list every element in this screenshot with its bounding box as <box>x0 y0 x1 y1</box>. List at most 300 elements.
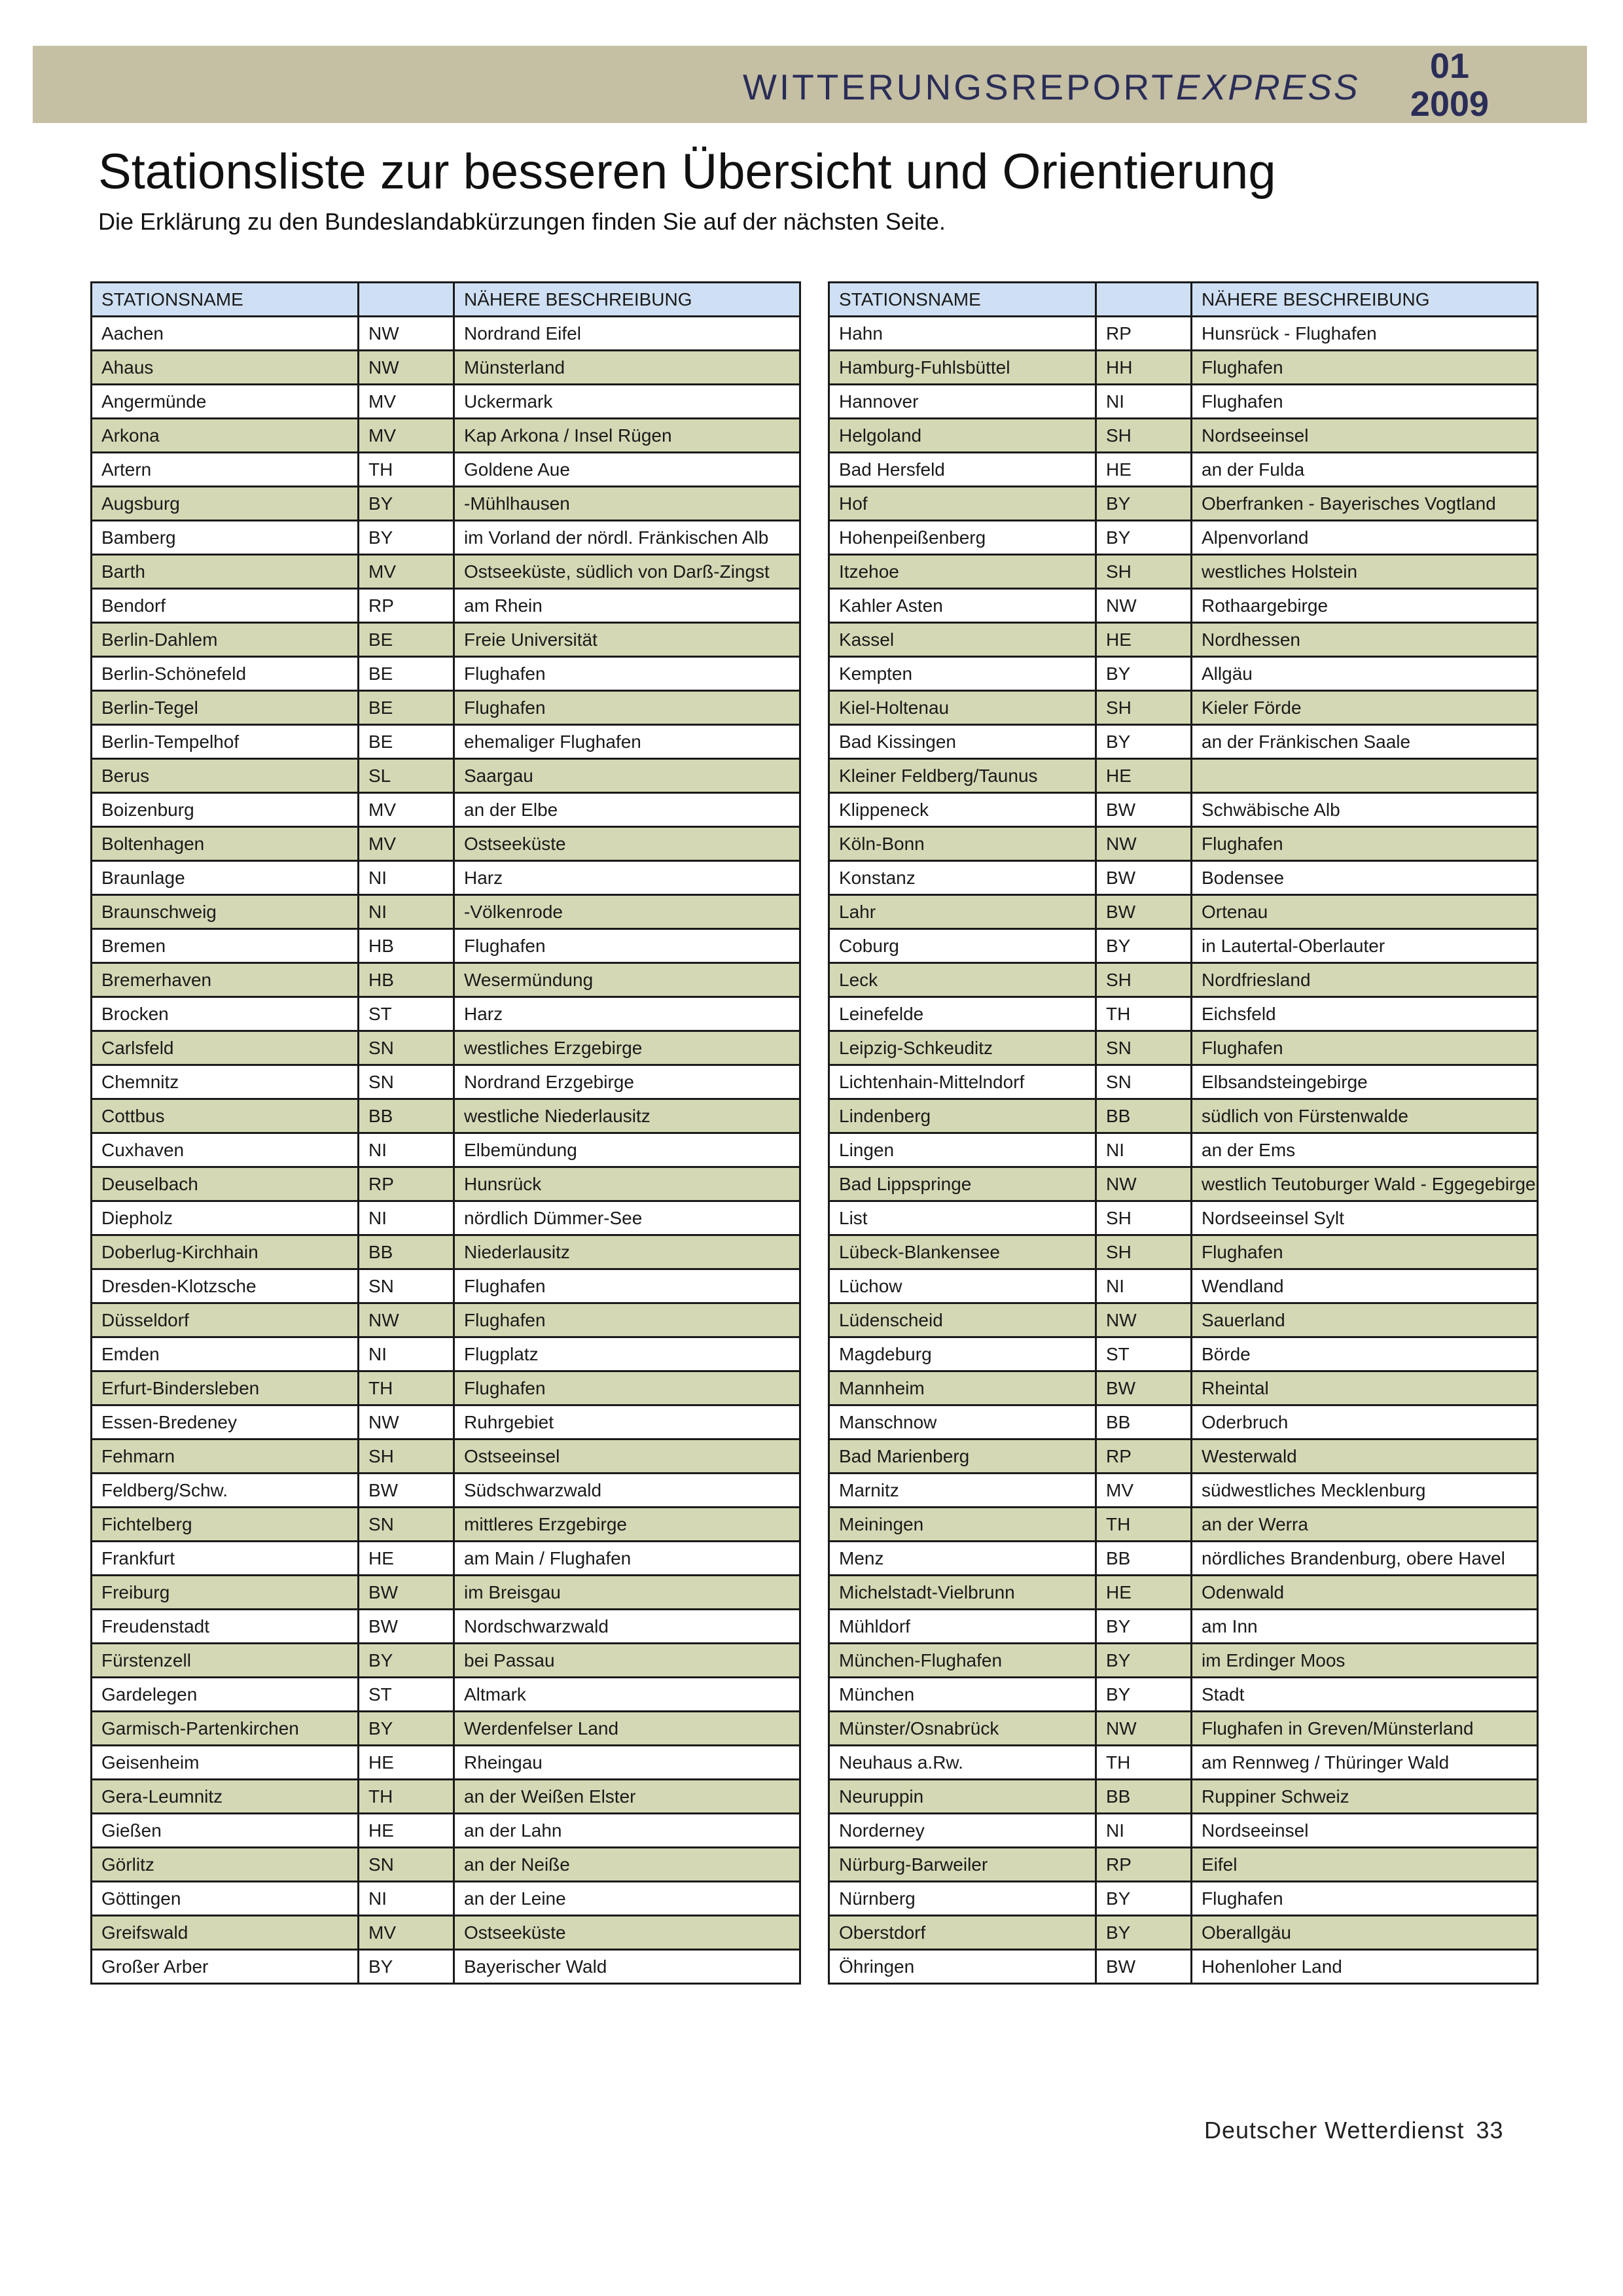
table-row <box>92 793 800 827</box>
station-name-cell: Mühldorf <box>829 1610 1096 1644</box>
station-name-cell: Lübeck-Blankensee <box>829 1235 1096 1269</box>
page-title: Stationsliste zur besseren Übersicht und Orientierung <box>98 144 1276 200</box>
table-row <box>92 1099 800 1133</box>
station-name-cell: Greifswald <box>92 1916 359 1950</box>
table-row <box>829 419 1538 453</box>
table-row <box>92 929 800 963</box>
description-cell: Rheintal <box>1192 1371 1538 1405</box>
description-cell: Nordschwarzwald <box>454 1610 800 1644</box>
station-name-cell: Emden <box>92 1337 359 1371</box>
state-code-cell: BW <box>1096 895 1192 929</box>
table-row <box>829 1916 1538 1950</box>
station-name-cell: Hohenpeißenberg <box>829 521 1096 555</box>
issue-label <box>1394 47 1505 123</box>
description-cell: Schwäbische Alb <box>1192 793 1538 827</box>
station-name-cell: Berlin-Tegel <box>92 691 359 725</box>
state-code-cell: HE <box>359 1746 454 1780</box>
table-row <box>829 1371 1538 1405</box>
station-name-cell: Bad Lippspringe <box>829 1167 1096 1201</box>
state-code-cell: BY <box>359 1644 454 1678</box>
state-code-cell: BY <box>1096 1644 1192 1678</box>
state-code-cell: NW <box>359 1405 454 1439</box>
table-row <box>92 963 800 997</box>
state-code-cell: HH <box>1096 351 1192 385</box>
station-name-cell: Arkona <box>92 419 359 453</box>
state-code-cell: MV <box>359 419 454 453</box>
table-row <box>829 691 1538 725</box>
station-name-cell: Bad Marienberg <box>829 1439 1096 1474</box>
description-cell: Ruhrgebiet <box>454 1405 800 1439</box>
table-row <box>829 929 1538 963</box>
station-name-cell: Ahaus <box>92 351 359 385</box>
description-cell: nördliches Brandenburg, obere Havel <box>1192 1542 1538 1576</box>
table-row <box>829 1439 1538 1474</box>
station-name-cell: Barth <box>92 555 359 589</box>
table-row <box>829 1644 1538 1678</box>
table-row <box>92 1508 800 1542</box>
table-row <box>92 589 800 623</box>
state-code-cell: BW <box>359 1474 454 1508</box>
table-row <box>92 1950 800 1984</box>
description-cell: Flughafen <box>1192 1235 1538 1269</box>
state-code-cell: RP <box>1096 317 1192 351</box>
state-code-cell: HE <box>359 1814 454 1848</box>
issue-year: 2009 <box>1410 84 1489 124</box>
state-code-cell: BB <box>1096 1099 1192 1133</box>
station-name-cell: Braunlage <box>92 861 359 895</box>
station-name-cell: Berlin-Schönefeld <box>92 657 359 691</box>
column-header-description: NÄHERE BESCHREIBUNG <box>454 283 800 317</box>
description-cell: an der Leine <box>454 1882 800 1916</box>
station-name-cell: Bad Hersfeld <box>829 453 1096 487</box>
table-row <box>92 1065 800 1099</box>
description-cell: westliches Holstein <box>1192 555 1538 589</box>
description-cell: Münsterland <box>454 351 800 385</box>
state-code-cell: HE <box>1096 1576 1192 1610</box>
station-name-cell: Bamberg <box>92 521 359 555</box>
station-name-cell: Kempten <box>829 657 1096 691</box>
station-name-cell: Chemnitz <box>92 1065 359 1099</box>
station-name-cell: Michelstadt-Vielbrunn <box>829 1576 1096 1610</box>
table-row <box>829 623 1538 657</box>
description-cell: Südschwarzwald <box>454 1474 800 1508</box>
table-row <box>829 657 1538 691</box>
description-cell: Ostseeküste <box>454 1916 800 1950</box>
station-name-cell: Fehmarn <box>92 1439 359 1474</box>
table-row <box>92 691 800 725</box>
description-cell: Flughafen <box>1192 351 1538 385</box>
description-cell: Nordseeinsel Sylt <box>1192 1201 1538 1235</box>
state-code-cell: BB <box>1096 1405 1192 1439</box>
description-cell: ehemaliger Flughafen <box>454 725 800 759</box>
station-name-cell: Fichtelberg <box>92 1508 359 1542</box>
state-code-cell: MV <box>359 385 454 419</box>
table-row <box>92 1371 800 1405</box>
table-row <box>829 1542 1538 1576</box>
state-code-cell: BW <box>1096 793 1192 827</box>
table-row <box>829 1474 1538 1508</box>
station-name-cell: München-Flughafen <box>829 1644 1096 1678</box>
description-cell: Ortenau <box>1192 895 1538 929</box>
table-row <box>92 1133 800 1167</box>
station-name-cell: Nürburg-Barweiler <box>829 1848 1096 1882</box>
description-cell: Nordfriesland <box>1192 963 1538 997</box>
description-cell: an der Fulda <box>1192 453 1538 487</box>
table-row <box>829 997 1538 1031</box>
station-name-cell: Marnitz <box>829 1474 1096 1508</box>
table-header-row <box>92 283 800 317</box>
table-row <box>92 1269 800 1303</box>
station-name-cell: Kahler Asten <box>829 589 1096 623</box>
description-cell: Oderbruch <box>1192 1405 1538 1439</box>
description-cell: Allgäu <box>1192 657 1538 691</box>
state-code-cell: SN <box>1096 1031 1192 1065</box>
table-row <box>829 1814 1538 1848</box>
state-code-cell: RP <box>1096 1439 1192 1474</box>
table-row <box>829 1508 1538 1542</box>
table-row <box>92 1712 800 1746</box>
state-code-cell: BY <box>359 1950 454 1984</box>
state-code-cell: SH <box>1096 1201 1192 1235</box>
table-row <box>829 555 1538 589</box>
station-name-cell: Fürstenzell <box>92 1644 359 1678</box>
description-cell: Nordseeinsel <box>1192 419 1538 453</box>
station-name-cell: Hannover <box>829 385 1096 419</box>
table-row <box>829 861 1538 895</box>
station-name-cell: Braunschweig <box>92 895 359 929</box>
description-cell: Hunsrück <box>454 1167 800 1201</box>
description-cell: an der Werra <box>1192 1508 1538 1542</box>
state-code-cell: BY <box>1096 1882 1192 1916</box>
state-code-cell: MV <box>359 793 454 827</box>
description-cell: am Inn <box>1192 1610 1538 1644</box>
state-code-cell: HE <box>359 1542 454 1576</box>
table-row <box>829 1405 1538 1439</box>
table-row <box>829 1201 1538 1235</box>
station-name-cell: Cuxhaven <box>92 1133 359 1167</box>
description-cell: Flughafen <box>1192 1882 1538 1916</box>
state-code-cell: SH <box>1096 691 1192 725</box>
table-row <box>829 1848 1538 1882</box>
page-number: 33 <box>1476 2117 1504 2144</box>
description-cell: Flughafen <box>454 1371 800 1405</box>
table-row <box>92 997 800 1031</box>
description-cell: an der Lahn <box>454 1814 800 1848</box>
station-name-cell: Diepholz <box>92 1201 359 1235</box>
state-code-cell: BW <box>1096 1950 1192 1984</box>
description-cell: im Vorland der nördl. Fränkischen Alb <box>454 521 800 555</box>
station-name-cell: Kassel <box>829 623 1096 657</box>
state-code-cell: TH <box>359 453 454 487</box>
state-code-cell: NW <box>359 317 454 351</box>
station-name-cell: Leck <box>829 963 1096 997</box>
description-cell: Flughafen in Greven/Münsterland <box>1192 1712 1538 1746</box>
description-cell: Freie Universität <box>454 623 800 657</box>
station-name-cell: Manschnow <box>829 1405 1096 1439</box>
description-cell: Stadt <box>1192 1678 1538 1712</box>
state-code-cell: NW <box>1096 827 1192 861</box>
state-code-cell: NW <box>1096 1712 1192 1746</box>
state-code-cell: NI <box>1096 385 1192 419</box>
description-cell: Oberfranken - Bayerisches Vogtland <box>1192 487 1538 521</box>
station-name-cell: Gießen <box>92 1814 359 1848</box>
table-row <box>92 827 800 861</box>
state-code-cell: TH <box>1096 997 1192 1031</box>
state-code-cell: BE <box>359 725 454 759</box>
table-row <box>92 1814 800 1848</box>
description-cell: an der Weißen Elster <box>454 1780 800 1814</box>
description-cell: Kap Arkona / Insel Rügen <box>454 419 800 453</box>
description-cell <box>1192 759 1538 793</box>
description-cell: Wendland <box>1192 1269 1538 1303</box>
table-row <box>92 759 800 793</box>
description-cell: Flugplatz <box>454 1337 800 1371</box>
station-name-cell: Angermünde <box>92 385 359 419</box>
state-code-cell: SH <box>1096 419 1192 453</box>
description-cell: Uckermark <box>454 385 800 419</box>
table-row <box>92 487 800 521</box>
brand-title <box>743 64 1360 110</box>
description-cell: Flughafen <box>1192 827 1538 861</box>
description-cell: Ostseeküste <box>454 827 800 861</box>
description-cell: Elbemündung <box>454 1133 800 1167</box>
station-name-cell: Mannheim <box>829 1371 1096 1405</box>
state-code-cell: HE <box>1096 759 1192 793</box>
description-cell: Flughafen <box>454 657 800 691</box>
table-row <box>92 1644 800 1678</box>
table-row <box>829 1882 1538 1916</box>
state-code-cell: SH <box>1096 1235 1192 1269</box>
station-name-cell: Geisenheim <box>92 1746 359 1780</box>
description-cell: Ruppiner Schweiz <box>1192 1780 1538 1814</box>
state-code-cell: RP <box>1096 1848 1192 1882</box>
station-name-cell: Coburg <box>829 929 1096 963</box>
station-name-cell: Lichtenhain-Mittelndorf <box>829 1065 1096 1099</box>
description-cell: Elbsandsteingebirge <box>1192 1065 1538 1099</box>
state-code-cell: HB <box>359 963 454 997</box>
description-cell: südwestliches Mecklenburg <box>1192 1474 1538 1508</box>
state-code-cell: RP <box>359 1167 454 1201</box>
station-name-cell: Gera-Leumnitz <box>92 1780 359 1814</box>
description-cell: Flughafen <box>454 1269 800 1303</box>
table-row <box>92 1201 800 1235</box>
state-code-cell: NW <box>1096 1303 1192 1337</box>
state-code-cell: BY <box>1096 487 1192 521</box>
table-row <box>92 1542 800 1576</box>
station-name-cell: Freiburg <box>92 1576 359 1610</box>
description-cell: westliche Niederlausitz <box>454 1099 800 1133</box>
table-row <box>829 793 1538 827</box>
description-cell: Oberallgäu <box>1192 1916 1538 1950</box>
table-row <box>829 1337 1538 1371</box>
table-row <box>829 453 1538 487</box>
state-code-cell: ST <box>359 1678 454 1712</box>
state-code-cell: SN <box>359 1065 454 1099</box>
description-cell: im Erdinger Moos <box>1192 1644 1538 1678</box>
station-name-cell: Kleiner Feldberg/Taunus <box>829 759 1096 793</box>
table-row <box>829 1031 1538 1065</box>
table-row <box>92 317 800 351</box>
table-row <box>829 1269 1538 1303</box>
state-code-cell: BY <box>1096 1916 1192 1950</box>
table-row <box>829 963 1538 997</box>
table-row <box>92 1405 800 1439</box>
station-name-cell: Gardelegen <box>92 1678 359 1712</box>
table-row <box>829 1746 1538 1780</box>
state-code-cell: SN <box>359 1031 454 1065</box>
state-code-cell: NI <box>1096 1133 1192 1167</box>
state-code-cell: NI <box>359 1337 454 1371</box>
description-cell: an der Fränkischen Saale <box>1192 725 1538 759</box>
column-header-state <box>1096 283 1192 317</box>
description-cell: -Völkenrode <box>454 895 800 929</box>
description-cell: Odenwald <box>1192 1576 1538 1610</box>
state-code-cell: NI <box>1096 1814 1192 1848</box>
description-cell: am Rennweg / Thüringer Wald <box>1192 1746 1538 1780</box>
state-code-cell: MV <box>1096 1474 1192 1508</box>
station-name-cell: Augsburg <box>92 487 359 521</box>
station-name-cell: Göttingen <box>92 1882 359 1916</box>
state-code-cell: MV <box>359 555 454 589</box>
state-code-cell: SN <box>359 1269 454 1303</box>
station-name-cell: Menz <box>829 1542 1096 1576</box>
table-row <box>92 1474 800 1508</box>
state-code-cell: TH <box>359 1371 454 1405</box>
table-row <box>829 1610 1538 1644</box>
table-row <box>829 827 1538 861</box>
description-cell: Sauerland <box>1192 1303 1538 1337</box>
description-cell: Börde <box>1192 1337 1538 1371</box>
description-cell: -Mühlhausen <box>454 487 800 521</box>
station-name-cell: Norderney <box>829 1814 1096 1848</box>
station-name-cell: Kiel-Holtenau <box>829 691 1096 725</box>
station-table-left <box>90 281 801 1985</box>
table-row <box>92 895 800 929</box>
station-name-cell: Feldberg/Schw. <box>92 1474 359 1508</box>
table-row <box>829 589 1538 623</box>
state-code-cell: BY <box>359 1712 454 1746</box>
table-row <box>92 1576 800 1610</box>
state-code-cell: NI <box>359 1201 454 1235</box>
issue-number: 01 <box>1429 46 1470 86</box>
state-code-cell: SN <box>359 1848 454 1882</box>
state-code-cell: BE <box>359 691 454 725</box>
table-row <box>92 453 800 487</box>
state-code-cell: SH <box>1096 555 1192 589</box>
state-code-cell: BY <box>1096 1610 1192 1644</box>
description-cell: Flughafen <box>1192 385 1538 419</box>
station-name-cell: Frankfurt <box>92 1542 359 1576</box>
column-header-name: STATIONSNAME <box>92 283 359 317</box>
state-code-cell: BY <box>1096 929 1192 963</box>
table-row <box>92 657 800 691</box>
station-name-cell: Lindenberg <box>829 1099 1096 1133</box>
table-row <box>92 1780 800 1814</box>
description-cell: Nordrand Eifel <box>454 317 800 351</box>
station-name-cell: Leinefelde <box>829 997 1096 1031</box>
table-row <box>92 1678 800 1712</box>
table-row <box>829 385 1538 419</box>
description-cell: Flughafen <box>454 691 800 725</box>
table-row <box>829 1678 1538 1712</box>
description-cell: Hunsrück - Flughafen <box>1192 317 1538 351</box>
state-code-cell: NI <box>1096 1269 1192 1303</box>
state-code-cell: NI <box>359 895 454 929</box>
station-name-cell: Boltenhagen <box>92 827 359 861</box>
description-cell: südlich von Fürstenwalde <box>1192 1099 1538 1133</box>
state-code-cell: NI <box>359 1882 454 1916</box>
station-name-cell: Neuhaus a.Rw. <box>829 1746 1096 1780</box>
station-name-cell: Meiningen <box>829 1508 1096 1542</box>
state-code-cell: SN <box>359 1508 454 1542</box>
state-code-cell: SN <box>1096 1065 1192 1099</box>
footer-publisher: Deutscher Wetterdienst <box>1204 2117 1465 2144</box>
station-name-cell: Boizenburg <box>92 793 359 827</box>
state-code-cell: BE <box>359 623 454 657</box>
state-code-cell: BY <box>1096 1678 1192 1712</box>
table-row <box>829 317 1538 351</box>
state-code-cell: ST <box>1096 1337 1192 1371</box>
station-name-cell: Neuruppin <box>829 1780 1096 1814</box>
state-code-cell: NI <box>359 861 454 895</box>
station-name-cell: Bremerhaven <box>92 963 359 997</box>
table-row <box>92 385 800 419</box>
state-code-cell: HE <box>1096 453 1192 487</box>
table-row <box>829 759 1538 793</box>
station-name-cell: Öhringen <box>829 1950 1096 1984</box>
description-cell: Ostseeinsel <box>454 1439 800 1474</box>
description-cell: Flughafen <box>1192 1031 1538 1065</box>
table-row <box>92 419 800 453</box>
station-name-cell: Magdeburg <box>829 1337 1096 1371</box>
state-code-cell: BB <box>1096 1780 1192 1814</box>
state-code-cell: BW <box>1096 1371 1192 1405</box>
description-cell: Westerwald <box>1192 1439 1538 1474</box>
table-row <box>92 1439 800 1474</box>
station-name-cell: Bremen <box>92 929 359 963</box>
description-cell: Flughafen <box>454 1303 800 1337</box>
description-cell: Nordrand Erzgebirge <box>454 1065 800 1099</box>
table-row <box>92 1746 800 1780</box>
station-name-cell: Berlin-Tempelhof <box>92 725 359 759</box>
state-code-cell: BY <box>1096 657 1192 691</box>
state-code-cell: BB <box>1096 1542 1192 1576</box>
description-cell: Flughafen <box>454 929 800 963</box>
state-code-cell: BY <box>1096 521 1192 555</box>
description-cell: Altmark <box>454 1678 800 1712</box>
table-row <box>829 1099 1538 1133</box>
description-cell: Goldene Aue <box>454 453 800 487</box>
description-cell: Saargau <box>454 759 800 793</box>
station-name-cell: Itzehoe <box>829 555 1096 589</box>
state-code-cell: MV <box>359 1916 454 1950</box>
station-name-cell: Hahn <box>829 317 1096 351</box>
station-name-cell: Oberstdorf <box>829 1916 1096 1950</box>
station-name-cell: Brocken <box>92 997 359 1031</box>
description-cell: Eichsfeld <box>1192 997 1538 1031</box>
state-code-cell: BY <box>359 487 454 521</box>
table-row <box>829 1065 1538 1099</box>
state-code-cell: BW <box>359 1610 454 1644</box>
description-cell: Niederlausitz <box>454 1235 800 1269</box>
description-cell: Kieler Förde <box>1192 691 1538 725</box>
state-code-cell: ST <box>359 997 454 1031</box>
table-row <box>829 1576 1538 1610</box>
station-name-cell: Berlin-Dahlem <box>92 623 359 657</box>
description-cell: in Lautertal-Oberlauter <box>1192 929 1538 963</box>
table-row <box>92 1303 800 1337</box>
table-row <box>92 1610 800 1644</box>
